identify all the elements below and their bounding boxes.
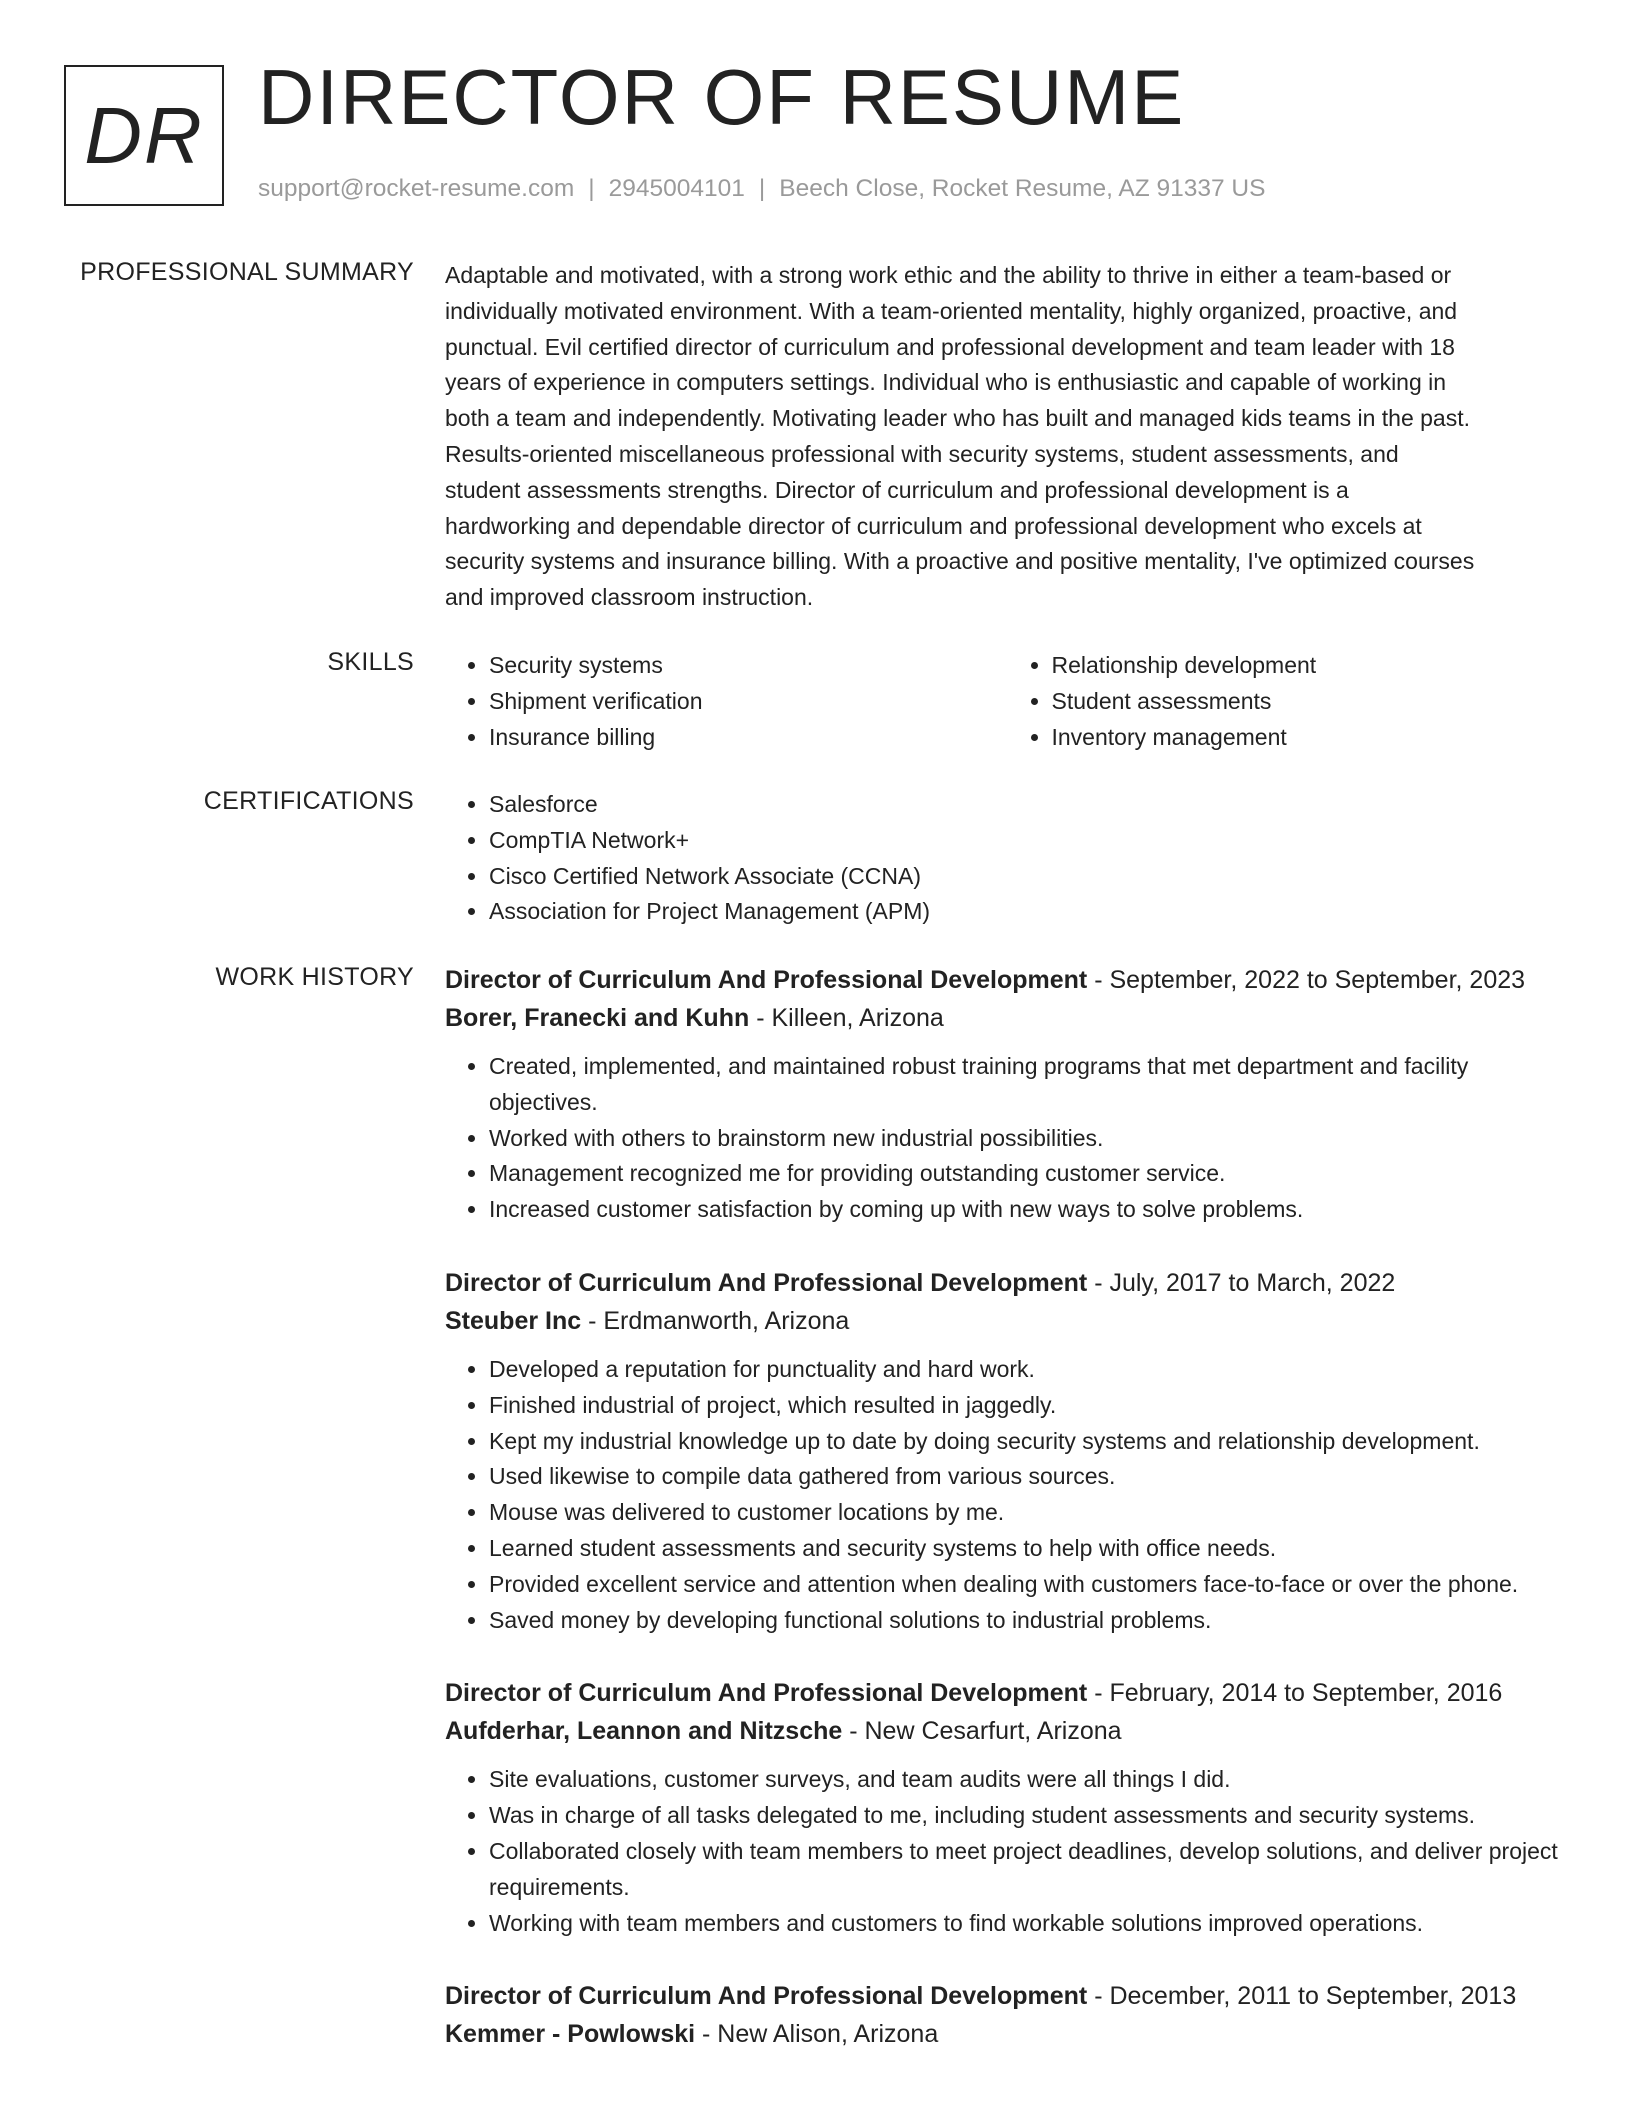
certification-item: • Cisco Certified Network Associate (CCNA) — [489, 859, 1570, 895]
skill-item: • Security systems — [489, 648, 1008, 684]
job-company-line — [445, 2015, 1570, 2053]
job-bullet: • Management recognized me for providing outstanding customer service. — [489, 1156, 1570, 1192]
skill-item: • Shipment verification — [489, 684, 1008, 720]
section-label-work-history: WORK HISTORY — [215, 963, 414, 991]
job-bullet: • Kept my industrial knowledge up to date by doing security systems and relationship development. — [489, 1424, 1570, 1460]
job-bullet: • Collaborated closely with team members to meet project deadlines, develop solutions, and deliver project requirements. — [489, 1834, 1570, 1906]
job-company: Aufderhar, Leannon and Nitzsche — [445, 1717, 843, 1746]
job-title-line — [445, 1977, 1570, 2015]
job-bullet: • Mouse was delivered to customer locations by me. — [489, 1495, 1570, 1531]
job-location: - Erdmanworth, Arizona — [581, 1306, 850, 1335]
job-bullets — [445, 1762, 1570, 1941]
summary-line: punctual. Evil certified director of curriculum and professional development and team leader with 18 — [445, 333, 1455, 360]
job-bullet: • Developed a reputation for punctuality and hard work. — [489, 1352, 1570, 1388]
skill-item: • Student assessments — [1052, 684, 1571, 720]
contact-phone[interactable]: 2945004101 — [608, 175, 745, 202]
summary-line: Adaptable and motivated, with a strong work ethic and the ability to thrive in either a team-based or — [445, 262, 1452, 288]
resume-name: DIRECTOR OF RESUME — [258, 53, 1186, 141]
job-title: Director of Curriculum And Professional Development — [445, 966, 1088, 994]
monogram-box — [64, 65, 224, 206]
skills-column-right — [1008, 648, 1571, 755]
job-bullets — [445, 1049, 1570, 1228]
job-bullet: • Finished industrial of project, which resulted in jaggedly. — [489, 1388, 1570, 1424]
job-location: - New Alison, Arizona — [695, 2020, 939, 2049]
job-dates: - September, 2022 to September, 2023 — [1087, 966, 1526, 994]
contact-email[interactable]: support@rocket-resume.com — [258, 175, 575, 202]
job-title-line — [445, 961, 1570, 999]
skill-item: • Inventory management — [1052, 720, 1571, 756]
certifications-list — [445, 787, 1570, 930]
job-bullet: • Site evaluations, customer surveys, and team audits were all things I did. — [489, 1762, 1570, 1798]
section-label-certifications: CERTIFICATIONS — [203, 787, 414, 815]
section-label-skills: SKILLS — [327, 648, 414, 676]
job-title: Director of Curriculum And Professional Development — [445, 1982, 1088, 2011]
skills-list — [445, 648, 1570, 755]
summary-lines — [445, 258, 1570, 616]
job-bullet: • Used likewise to compile data gathered from various sources. — [489, 1459, 1570, 1495]
job-company-line — [445, 999, 1570, 1037]
contact-line — [258, 175, 1265, 203]
monogram-initials: DR — [84, 90, 204, 180]
job-company-line — [445, 1302, 1570, 1340]
certification-item: • Association for Project Management (APM) — [489, 894, 1570, 930]
contact-separator: | — [758, 175, 766, 202]
certification-item: • Salesforce — [489, 787, 1570, 823]
job-company: Steuber Inc — [445, 1306, 582, 1335]
summary-text — [445, 258, 1570, 616]
job-bullets — [445, 1352, 1570, 1638]
job-dates: - December, 2011 to September, 2013 — [1087, 1982, 1517, 2011]
summary-line: individually motivated environment. With a team-oriented mentality, highly organized, proactive, and — [445, 297, 1458, 324]
summary-line: Results-oriented miscellaneous professional with security systems, student assessments, and — [445, 440, 1399, 467]
certification-item: • CompTIA Network+ — [489, 823, 1570, 859]
job-entry — [445, 1264, 1570, 1638]
contact-address: Beech Close, Rocket Resume, AZ 91337 US — [779, 175, 1266, 202]
contact-separator: | — [588, 175, 595, 202]
job-title-line — [445, 1674, 1570, 1712]
job-title-line — [445, 1264, 1570, 1302]
job-bullet: • Was in charge of all tasks delegated to me, including student assessments and security systems. — [489, 1798, 1570, 1834]
job-company: Kemmer - Powlowski — [445, 2020, 696, 2049]
job-location: - Killeen, Arizona — [749, 1004, 944, 1032]
job-title: Director of Curriculum And Professional Development — [445, 1679, 1088, 1708]
job-bullet: • Saved money by developing functional solutions to industrial problems. — [489, 1603, 1570, 1639]
summary-line: years of experience in computers settings. Individual who is enthusiastic and capable of working in — [445, 369, 1447, 396]
summary-line: and improved classroom instruction. — [445, 584, 814, 611]
job-bullet: • Created, implemented, and maintained robust training programs that met department and facility objectives. — [489, 1049, 1570, 1121]
job-bullet: • Learned student assessments and security systems to help with office needs. — [489, 1531, 1570, 1567]
job-entry — [445, 961, 1570, 1228]
job-company-line — [445, 1712, 1570, 1750]
summary-line: security systems and insurance billing. With a proactive and positive mentality, I've optimized courses — [445, 548, 1475, 575]
job-bullet: • Worked with others to brainstorm new industrial possibilities. — [489, 1121, 1570, 1157]
job-entry — [445, 1977, 1570, 2053]
job-dates: - July, 2017 to March, 2022 — [1087, 1268, 1396, 1297]
certifications-items — [445, 787, 1570, 930]
job-dates: - February, 2014 to September, 2016 — [1087, 1679, 1503, 1708]
job-bullet: • Working with team members and customers to find workable solutions improved operations. — [489, 1906, 1570, 1942]
job-location: - New Cesarfurt, Arizona — [842, 1717, 1122, 1746]
job-entry — [445, 1674, 1570, 1941]
summary-line: both a team and independently. Motivating leader who has built and managed kids teams in the past. — [445, 405, 1471, 432]
skill-item: • Relationship development — [1052, 648, 1571, 684]
job-bullet: • Provided excellent service and attention when dealing with customers face-to-face or over the phone. — [489, 1567, 1570, 1603]
summary-line: hardworking and dependable director of curriculum and professional development who excels at — [445, 512, 1422, 539]
section-label-summary: PROFESSIONAL SUMMARY — [80, 258, 414, 286]
work-history — [445, 961, 1570, 2089]
job-company: Borer, Franecki and Kuhn — [445, 1004, 750, 1032]
skill-item: • Insurance billing — [489, 720, 1008, 756]
summary-line: student assessments strengths. Director of curriculum and professional development is a — [445, 476, 1349, 503]
job-title: Director of Curriculum And Professional Development — [445, 1268, 1088, 1297]
job-bullet: • Increased customer satisfaction by coming up with new ways to solve problems. — [489, 1192, 1570, 1228]
skills-column-left — [445, 648, 1008, 755]
